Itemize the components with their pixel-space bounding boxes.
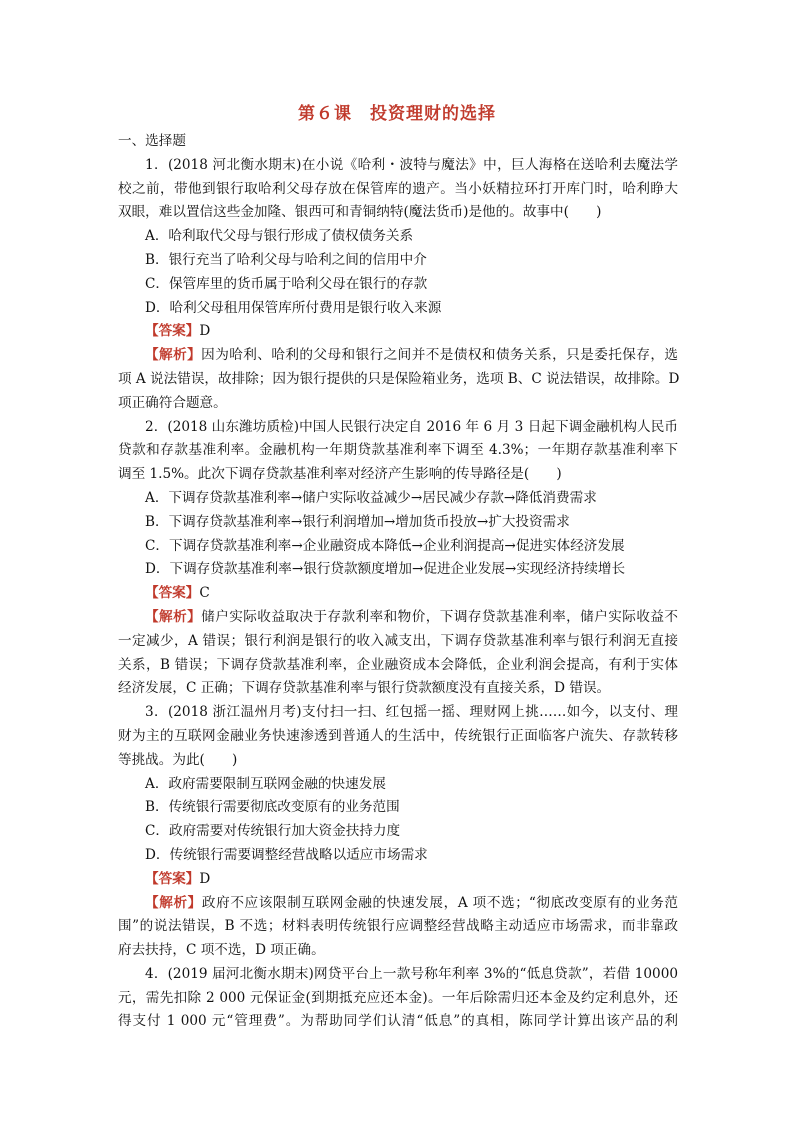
answer-value: C <box>199 585 210 602</box>
answer-line <box>118 868 678 892</box>
analysis-text: 因为哈利、哈利的父母和银行之间并不是债权和债务关系，只是委托保存，选 <box>201 347 679 364</box>
question-text-line: 4．(2019 届河北衡水期末)网贷平台上一款号称年利率 3%的“低息贷款”，若借 10000 <box>145 965 678 982</box>
option-b: B．传统银行需要彻底改变原有的业务范围 <box>145 799 400 816</box>
option-c: C．政府需要对传统银行加大资金扶持力度 <box>145 823 401 840</box>
question-text-line: 校之前，带他到银行取哈利父母存放在保管库的遗产。当小妖精拉环打开库门时，哈利睁大 <box>118 180 678 197</box>
analysis-text: 政府不应该限制互联网金融的快速发展，A 项不选；“彻底改变原有的业务范 <box>201 894 679 911</box>
analysis-line: 府去扶持，C 项不选，D 项正确。 <box>118 942 325 959</box>
option-b: B．银行充当了哈利父母与哈利之间的信用中介 <box>145 251 427 268</box>
option-c: C．下调存贷款基准利率→企业融资成本降低→企业利润提高→促进实体经济发展 <box>145 537 625 554</box>
analysis-line: 项 A 说法错误，故排除；因为银行提供的只是保险箱业务，选项 B、C 说法错误，故排除。D <box>118 370 680 387</box>
analysis-tag: 【解析】 <box>145 608 202 625</box>
question-text-line: 得支付 1 000 元“管理费”。为帮助同学们认清“低息”的真相，陈同学计算出该产品的利 <box>118 1013 678 1030</box>
analysis-text: 储户实际收益取决于存款利率和物价，下调存贷款基准利率，储户实际收益不 <box>201 608 679 625</box>
question-text-line: 调至 1.5%。此次下调存贷款基准利率对经济产生影响的传导路径是( ) <box>118 466 562 483</box>
question-text-line: 贷款和存款基准利率。金融机构一年期贷款基准利率下调至 4.3%；一年期存款基准利率下 <box>118 442 678 459</box>
question-text-line: 等挑战。为此( ) <box>118 751 238 768</box>
answer-tag: 【答案】 <box>145 585 200 602</box>
answer-tag: 【答案】 <box>145 870 200 887</box>
answer-line <box>118 320 678 344</box>
lesson-title: 第６课 投资理财的选择 <box>298 104 496 124</box>
question-text-line: 双眼，难以置信这些金加隆、银西可和青铜纳特(魔法货币)是他的。故事中( ) <box>118 204 602 221</box>
analysis-line: 关系，B 错误；下调存贷款基准利率，企业融资成本会降低，企业利润会提高，有利于实体 <box>118 656 678 673</box>
question-1 <box>118 154 678 416</box>
option-b: B．下调存贷款基准利率→银行利润增加→增加货币投放→扩大投资需求 <box>145 513 570 530</box>
option-d: D．哈利父母租用保管库所付费用是银行收入来源 <box>145 299 442 316</box>
analysis-line: 经济发展，C 正确；下调存贷款基准利率与银行贷款额度没有直接关系，D 错误。 <box>118 680 611 697</box>
question-4 <box>118 963 678 1034</box>
question-text-line: 3．(2018 浙江温州月考)支付扫一扫、红包摇一摇、理财网上挑……如今，以支付、理 <box>145 704 678 721</box>
answer-line <box>118 582 678 606</box>
question-text-line: 财为主的互联网金融业务快速渗透到普通人的生活中，传统银行正面临客户流失、存款转移 <box>118 727 678 744</box>
analysis-line: 围”的说法错误，B 不选；材料表明传统银行应调整经营战略主动适应市场需求，而非靠政 <box>118 918 678 935</box>
analysis-line <box>118 606 678 630</box>
option-d: D．传统银行需要调整经营战略以适应市场需求 <box>145 846 428 863</box>
answer-value: D <box>199 323 211 340</box>
answer-value: D <box>199 870 211 887</box>
analysis-tag: 【解析】 <box>145 347 202 364</box>
analysis-line <box>118 892 678 916</box>
question-text-line: 元，需先扣除 2 000 元保证金(到期抵充应还本金)。一年后除需归还本金及约定利息外，还 <box>118 989 678 1006</box>
question-2 <box>118 416 678 702</box>
analysis-tag: 【解析】 <box>145 894 202 911</box>
answer-tag: 【答案】 <box>145 323 200 340</box>
analysis-line: 项正确符合题意。 <box>118 394 227 411</box>
question-3 <box>118 701 678 963</box>
option-a: A．哈利取代父母与银行形成了债权债务关系 <box>145 228 414 245</box>
question-text-line: 2．(2018 山东潍坊质检)中国人民银行决定自 2016 年 6 月 3 日起下调金融机构人民币 <box>145 418 678 435</box>
analysis-line <box>118 344 678 368</box>
question-text-line: 1．(2018 河北衡水期末)在小说《哈利・波特与魔法》中，巨人海格在送哈利去魔法学 <box>145 156 678 173</box>
document-body <box>118 130 678 1034</box>
option-d: D．下调存贷款基准利率→银行贷款额度增加→促进企业发展→实现经济持续增长 <box>145 561 626 578</box>
option-c: C．保管库里的货币属于哈利父母在银行的存款 <box>145 275 428 292</box>
option-a: A．政府需要限制互联网金融的快速发展 <box>145 775 386 792</box>
option-a: A．下调存贷款基准利率→储户实际收益减少→居民减少存款→降低消费需求 <box>145 489 597 506</box>
section-heading: 一、选择题 <box>118 133 186 149</box>
analysis-line: 一定减少，A 错误；银行利润是银行的收入减支出，下调存贷款基准利率与银行利润无直接 <box>118 632 678 649</box>
